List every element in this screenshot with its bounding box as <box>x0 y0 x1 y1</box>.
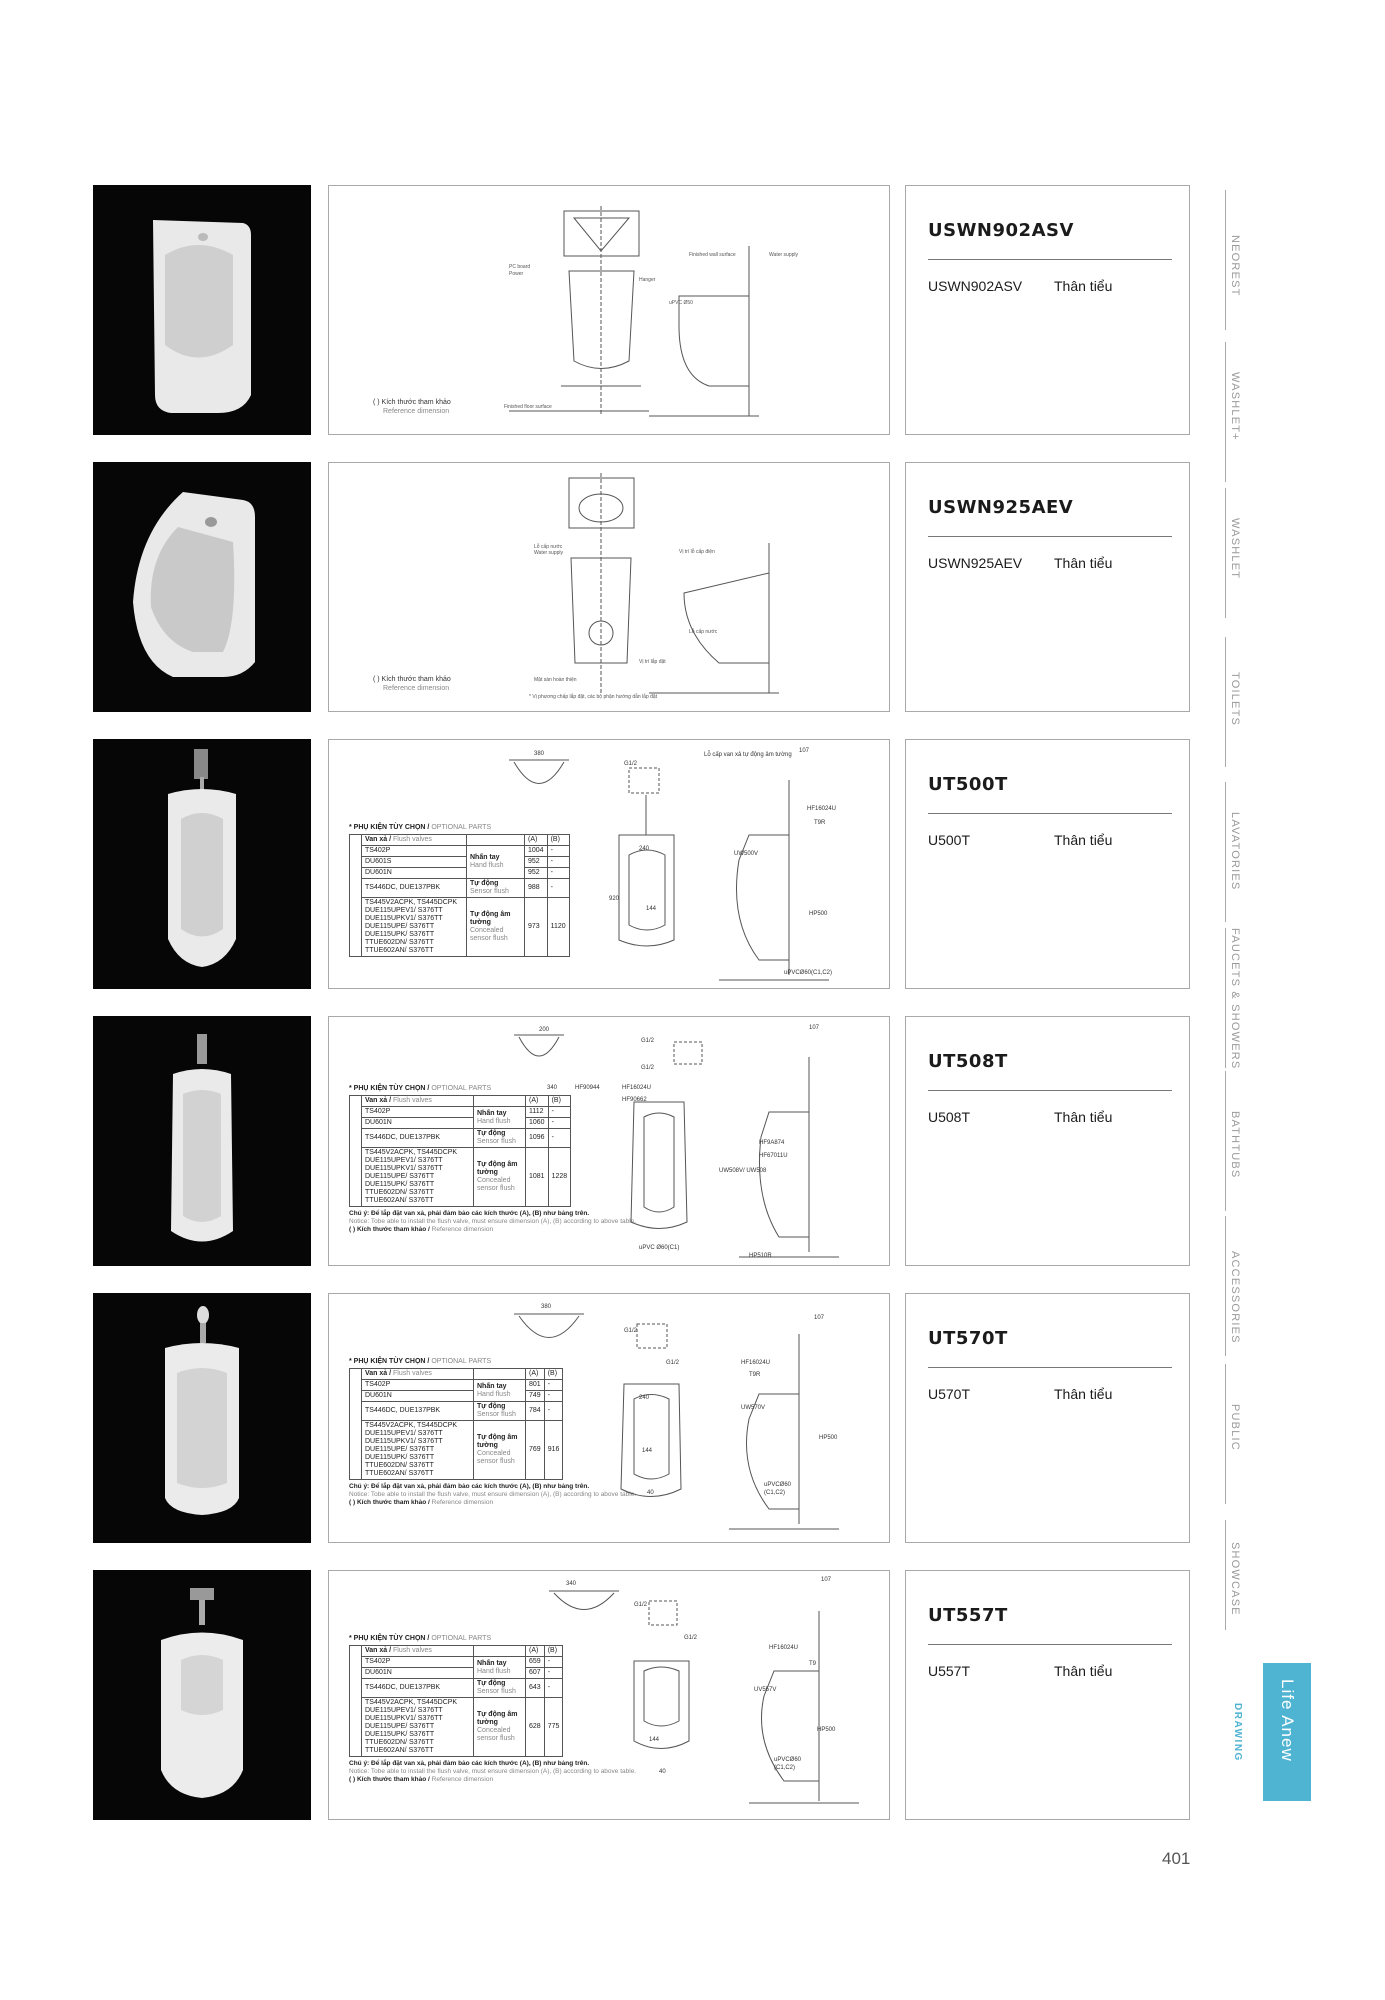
product-description: Thân tiểu <box>1054 1386 1113 1402</box>
product-info <box>905 1570 1190 1820</box>
svg-text:HP500: HP500 <box>817 1727 836 1733</box>
svg-text:HF16024U: HF16024U <box>622 1085 652 1091</box>
svg-text:G1/2: G1/2 <box>641 1065 655 1071</box>
svg-text:HF90662: HF90662 <box>622 1097 647 1103</box>
svg-text:144: 144 <box>642 1448 653 1454</box>
divider <box>928 536 1172 537</box>
svg-text:Lỗ cấp nước: Lỗ cấp nước <box>534 544 563 550</box>
install-notes: Chú ý: Để lắp đặt van xả, phải đảm bảo các kích thước (A), (B) như bảng trên. Notice: Tobe able to install the flush valve, must ensure dimension (A), (B) according to above table. ( ) Kích thước tham khảo / Reference dimension <box>349 1760 637 1783</box>
product-info <box>905 185 1190 435</box>
brand-slogan: Life Anew <box>1278 1679 1297 1762</box>
technical-drawing <box>328 1016 890 1266</box>
technical-drawing <box>328 1570 890 1820</box>
model-title: UT570T <box>928 1328 1008 1349</box>
svg-text:Finished wall surface: Finished wall surface <box>689 252 736 258</box>
product-code: USWN902ASV <box>928 278 1023 294</box>
model-title: USWN902ASV <box>928 220 1074 241</box>
svg-text:G1/2: G1/2 <box>624 1328 638 1334</box>
svg-text:240: 240 <box>639 1395 650 1401</box>
technical-drawing <box>328 739 890 989</box>
svg-text:HP510R: HP510R <box>749 1253 772 1259</box>
product-code: U570T <box>928 1386 971 1402</box>
svg-text:Hanger: Hanger <box>639 277 656 283</box>
svg-text:380: 380 <box>541 1304 552 1310</box>
svg-text:T9: T9 <box>809 1661 817 1667</box>
divider <box>928 259 1172 260</box>
svg-text:40: 40 <box>659 1769 666 1775</box>
product-photo <box>93 185 311 435</box>
optional-parts: * PHỤ KIỆN TÙY CHỌN / OPTIONAL PARTS Van xả / Flush valves (A) (B) TS402P Nhấn tay Hand flush 801 - DU601N 749 - TS446DC, DUE137PBK Tự động Sensor flush 784 - TS445V2ACPK, TS445DCPK DUE115UPEV1/ S376TT DUE115UPKV1/ S376TT DUE115UPE/ S376TT DUE115UPK/ S376TT TTUE602DN/ S376TT TTUE602AN/ S376TT Tự động âm tường Concealed sensor flush 769 916 Chú ý: Để lắp đặt van xả, phải đảm bảo các kích thước (A), (B) như bảng trên. Notice: Tobe able to install the flush valve, must ensure dimension (A), (B) according to above table. ( ) Kích thước tham khảo / Reference dimension <box>349 1358 637 1506</box>
svg-text:Mặt sàn hoàn thiện: Mặt sàn hoàn thiện <box>534 677 577 683</box>
svg-text:144: 144 <box>646 906 657 912</box>
product-description: Thân tiểu <box>1054 555 1113 571</box>
technical-drawing <box>328 185 890 435</box>
svg-text:Lỗ cấp van xả tự động âm tường: Lỗ cấp van xả tự động âm tường <box>704 752 792 758</box>
product-info <box>905 462 1190 712</box>
svg-text:107: 107 <box>799 748 810 754</box>
product-info <box>905 1293 1190 1543</box>
svg-text:G1/2: G1/2 <box>641 1038 655 1044</box>
svg-text:HF67011U: HF67011U <box>759 1153 788 1159</box>
svg-text:40: 40 <box>647 1490 654 1496</box>
svg-text:380: 380 <box>534 751 545 757</box>
svg-text:(C1,C2): (C1,C2) <box>764 1490 786 1496</box>
technical-drawing <box>328 1293 890 1543</box>
svg-text:144: 144 <box>649 1737 660 1743</box>
divider <box>928 1367 1172 1368</box>
svg-text:340: 340 <box>547 1085 558 1091</box>
model-title: UT508T <box>928 1051 1008 1072</box>
product-photo <box>93 1293 311 1543</box>
svg-text:G1/2: G1/2 <box>684 1635 698 1641</box>
svg-text:T9R: T9R <box>749 1372 761 1378</box>
product-code: U557T <box>928 1663 971 1679</box>
optional-parts-table: Van xả / Flush valves (A) (B) TS402P Nhấn tay Hand flush 1112 - DU601N 1060 - TS446DC, DUE137PBK Tự động Sensor flush 1096 - TS445V2ACPK, TS445DCPK DUE115UPEV1/ S376TT DUE115UPKV1/ S376TT DUE115UPE/ S376TT DUE115UPK/ S376TT TTUE602DN/ S376TT TTUE602AN/ S376TT Tự động âm tường Concealed sensor flush 1081 1228 <box>349 1095 571 1207</box>
product-description: Thân tiểu <box>1054 1663 1113 1679</box>
svg-text:Finished floor surface: Finished floor surface <box>504 404 552 410</box>
product-row <box>93 185 1190 435</box>
svg-text:Power: Power <box>509 271 524 277</box>
reference-note: ( ) Kích thước tham khảo Reference dimension <box>373 676 451 692</box>
svg-text:uPVC Ø60(C1): uPVC Ø60(C1) <box>639 1245 680 1251</box>
svg-text:HF90944: HF90944 <box>575 1085 600 1091</box>
product-code: USWN925AEV <box>928 555 1023 571</box>
svg-text:240: 240 <box>639 846 650 852</box>
optional-parts-table: Van xả / Flush valves (A) (B) TS402P Nhấn tay Hand flush 1004 - DU601S 952 - DU601N 952 - TS446DC, DUE137PBK Tự động Sensor flush 988 - TS445V2ACPK, TS445DCPK DUE115UPEV1/ S376TT DUE115UPKV1/ S376TT DUE115UPE/ S376TT DUE115UPK/ S376TT TTUE602DN/ S376TT TTUE602AN/ S376TT Tự động âm tường Concealed sensor flush 973 1120 <box>349 834 570 957</box>
svg-text:Water supply: Water supply <box>534 550 563 556</box>
svg-text:T9R: T9R <box>814 820 826 826</box>
install-notes: Chú ý: Để lắp đặt van xả, phải đảm bảo các kích thước (A), (B) như bảng trên. Notice: Tobe able to install the flush valve, must ensure dimension (A), (B) according to above table. ( ) Kích thước tham khảo / Reference dimension <box>349 1210 637 1233</box>
product-row <box>93 1293 1190 1543</box>
svg-text:Water supply: Water supply <box>769 252 798 258</box>
model-title: UT557T <box>928 1605 1008 1626</box>
svg-text:uPVC Ø50: uPVC Ø50 <box>669 300 693 306</box>
product-code: U508T <box>928 1109 971 1125</box>
svg-text:Vị trí lỗ cấp điện: Vị trí lỗ cấp điện <box>679 549 715 555</box>
product-photo <box>93 462 311 712</box>
install-notes: Chú ý: Để lắp đặt van xả, phải đảm bảo các kích thước (A), (B) như bảng trên. Notice: Tobe able to install the flush valve, must ensure dimension (A), (B) according to above table. ( ) Kích thước tham khảo / Reference dimension <box>349 1483 637 1506</box>
svg-text:340: 340 <box>566 1581 577 1587</box>
svg-text:G1/2: G1/2 <box>634 1602 648 1608</box>
svg-text:(C1,C2): (C1,C2) <box>774 1765 796 1771</box>
svg-text:Lỗ cấp nước: Lỗ cấp nước <box>689 629 718 635</box>
divider <box>928 813 1172 814</box>
svg-text:G1/2: G1/2 <box>666 1360 680 1366</box>
reference-note: ( ) Kích thước tham khảo Reference dimension <box>373 399 451 415</box>
divider <box>928 1090 1172 1091</box>
product-photo <box>93 1570 311 1820</box>
svg-text:UW500V: UW500V <box>734 851 759 857</box>
svg-text:920: 920 <box>609 896 620 902</box>
svg-text:HF16024U: HF16024U <box>741 1360 771 1366</box>
svg-text:uPVCØ60(C1,C2): uPVCØ60(C1,C2) <box>784 970 833 976</box>
svg-text:HP500: HP500 <box>819 1435 838 1441</box>
product-row <box>93 1570 1190 1820</box>
svg-text:HF16024U: HF16024U <box>769 1645 799 1651</box>
product-description: Thân tiểu <box>1054 832 1113 848</box>
divider <box>928 1644 1172 1645</box>
svg-text:107: 107 <box>821 1577 832 1583</box>
brand-tab <box>1263 1663 1311 1801</box>
product-info <box>905 739 1190 989</box>
svg-text:HF9A874: HF9A874 <box>759 1140 785 1146</box>
product-description: Thân tiểu <box>1054 278 1113 294</box>
svg-text:UW570V: UW570V <box>741 1405 766 1411</box>
section-label: DRAWING <box>1232 1703 1243 1762</box>
page-number: 401 <box>1162 1849 1191 1868</box>
svg-text:Vị trí lắp đặt: Vị trí lắp đặt <box>639 659 666 665</box>
product-info <box>905 1016 1190 1266</box>
optional-parts: * PHỤ KIỆN TÙY CHỌN / OPTIONAL PARTS Van xả / Flush valves (A) (B) TS402P Nhấn tay Hand flush 1004 - DU601S 952 - DU601N 952 - TS446DC, DUE137PBK Tự động Sensor flush 988 - TS445V2ACPK, TS445DCPK DUE115UPEV1/ S376TT DUE115UPKV1/ S376TT DUE115UPE/ S376TT DUE115UPK/ S376TT TTUE602DN/ S376TT TTUE602AN/ S376TT Tự động âm tường Concealed sensor flush 973 1120 <box>349 824 570 957</box>
product-row <box>93 1016 1190 1266</box>
svg-text:* Vị phương chấp lắp đặt, các: * Vị phương chấp lắp đặt, các bộ phận hướng dẫn lắp đặt <box>529 694 658 700</box>
model-title: UT500T <box>928 774 1008 795</box>
svg-text:PC board: PC board <box>509 264 531 270</box>
product-row <box>93 462 1190 712</box>
svg-text:UW508V/ UW508: UW508V/ UW508 <box>719 1168 767 1174</box>
optional-parts: * PHỤ KIỆN TÙY CHỌN / OPTIONAL PARTS Van xả / Flush valves (A) (B) TS402P Nhấn tay Hand flush 1112 - DU601N 1060 - TS446DC, DUE137PBK Tự động Sensor flush 1096 - TS445V2ACPK, TS445DCPK DUE115UPEV1/ S376TT DUE115UPKV1/ S376TT DUE115UPE/ S376TT DUE115UPK/ S376TT TTUE602DN/ S376TT TTUE602AN/ S376TT Tự động âm tường Concealed sensor flush 1081 1228 Chú ý: Để lắp đặt van xả, phải đảm bảo các kích thước (A), (B) như bảng trên. Notice: Tobe able to install the flush valve, must ensure dimension (A), (B) according to above table. ( ) Kích thước tham khảo / Reference dimension <box>349 1085 637 1233</box>
svg-text:UV557V: UV557V <box>754 1687 777 1693</box>
optional-parts-table: Van xả / Flush valves (A) (B) TS402P Nhấn tay Hand flush 801 - DU601N 749 - TS446DC, DUE137PBK Tự động Sensor flush 784 - TS445V2ACPK, TS445DCPK DUE115UPEV1/ S376TT DUE115UPKV1/ S376TT DUE115UPE/ S376TT DUE115UPK/ S376TT TTUE602DN/ S376TT TTUE602AN/ S376TT Tự động âm tường Concealed sensor flush 769 916 <box>349 1368 563 1480</box>
product-code: U500T <box>928 832 971 848</box>
svg-text:uPVCØ60: uPVCØ60 <box>764 1482 792 1488</box>
product-row <box>93 739 1190 989</box>
svg-text:107: 107 <box>809 1025 820 1031</box>
optional-parts-table: Van xả / Flush valves (A) (B) TS402P Nhấn tay Hand flush 659 - DU601N 607 - TS446DC, DUE137PBK Tự động Sensor flush 643 - TS445V2ACPK, TS445DCPK DUE115UPEV1/ S376TT DUE115UPKV1/ S376TT DUE115UPE/ S376TT DUE115UPK/ S376TT TTUE602DN/ S376TT TTUE602AN/ S376TT Tự động âm tường Concealed sensor flush 628 775 <box>349 1645 563 1757</box>
technical-drawing <box>328 462 890 712</box>
svg-text:uPVCØ60: uPVCØ60 <box>774 1757 802 1763</box>
svg-text:HP500: HP500 <box>809 911 828 917</box>
svg-text:107: 107 <box>814 1315 825 1321</box>
model-title: USWN925AEV <box>928 497 1074 518</box>
svg-text:G1/2: G1/2 <box>624 761 638 767</box>
product-photo <box>93 1016 311 1266</box>
product-photo <box>93 739 311 989</box>
svg-text:HF16024U: HF16024U <box>807 806 837 812</box>
optional-parts: * PHỤ KIỆN TÙY CHỌN / OPTIONAL PARTS Van xả / Flush valves (A) (B) TS402P Nhấn tay Hand flush 659 - DU601N 607 - TS446DC, DUE137PBK Tự động Sensor flush 643 - TS445V2ACPK, TS445DCPK DUE115UPEV1/ S376TT DUE115UPKV1/ S376TT DUE115UPE/ S376TT DUE115UPK/ S376TT TTUE602DN/ S376TT TTUE602AN/ S376TT Tự động âm tường Concealed sensor flush 628 775 Chú ý: Để lắp đặt van xả, phải đảm bảo các kích thước (A), (B) như bảng trên. Notice: Tobe able to install the flush valve, must ensure dimension (A), (B) according to above table. ( ) Kích thước tham khảo / Reference dimension <box>349 1635 637 1783</box>
product-description: Thân tiểu <box>1054 1109 1113 1125</box>
svg-text:200: 200 <box>539 1027 550 1033</box>
